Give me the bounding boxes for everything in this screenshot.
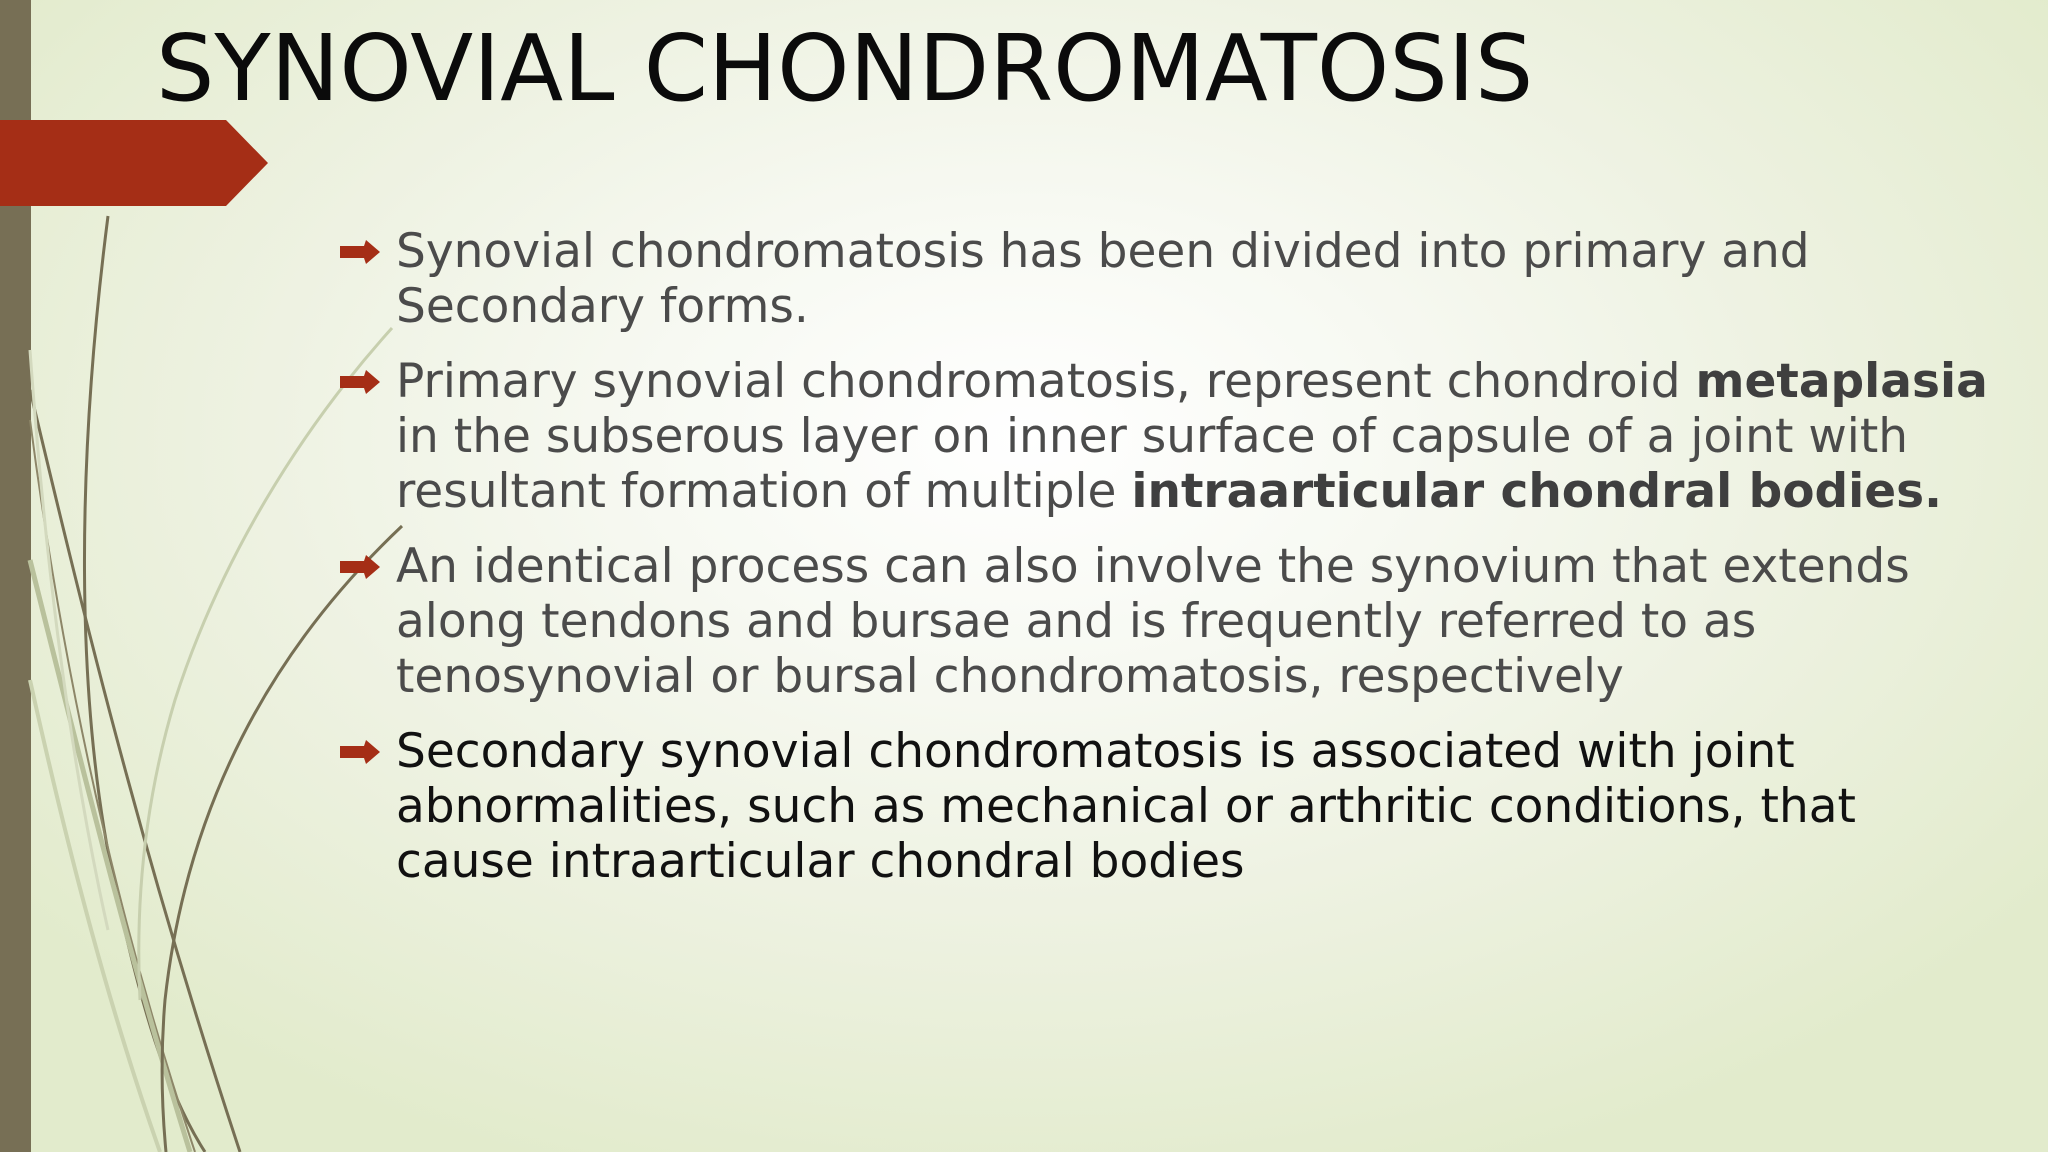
slide-title: SYNOVIAL CHONDROMATOSIS [156, 15, 1534, 122]
bullet-2-line-2: in the subserous layer on inner surface of capsule of a joint with [396, 409, 1909, 464]
arrow-bullet-icon [340, 240, 380, 264]
bullet-3-line-1: An identical process can also involve the synovium that extends [396, 539, 1910, 594]
arrow-bullet-icon [340, 370, 380, 394]
bullet-list [338, 224, 1988, 909]
title-accent-arrow [0, 120, 270, 206]
bullet-item-3 [338, 539, 1938, 704]
bullet-4-line-1: Secondary synovial chondromatosis is associated with joint [396, 724, 1795, 779]
bullet-item-1 [338, 224, 1938, 334]
bullet-4-line-2: abnormalities, such as mechanical or arthritic conditions, that [396, 779, 1856, 834]
bullet-item-2 [338, 354, 1988, 519]
bullet-1-line-1: Synovial chondromatosis has been divided into primary and [396, 224, 1810, 279]
bullet-3-line-3: tenosynovial or bursal chondromatosis, respectively [396, 649, 1624, 704]
bullet-1-line-2: Secondary forms. [396, 279, 809, 334]
bullet-item-4 [338, 724, 1938, 889]
bullet-2-line-3-text: resultant formation of multiple [396, 464, 1132, 519]
arrow-bullet-icon [340, 555, 380, 579]
bullet-4-line-3: cause intraarticular chondral bodies [396, 834, 1245, 889]
bullet-2-emphasis-metaplasia: metaplasia [1695, 354, 1988, 409]
bullet-2-line-1-text: Primary synovial chondromatosis, represent chondroid [396, 354, 1696, 409]
arrow-bullet-icon [340, 740, 380, 764]
bullet-3-line-2: along tendons and bursae and is frequently referred to as [396, 594, 1757, 649]
bullet-2-line-1 [396, 354, 1988, 409]
bullet-2-emphasis-chondral-bodies: intraarticular chondral bodies. [1131, 464, 1942, 519]
bullet-2-line-3 [396, 464, 1942, 519]
